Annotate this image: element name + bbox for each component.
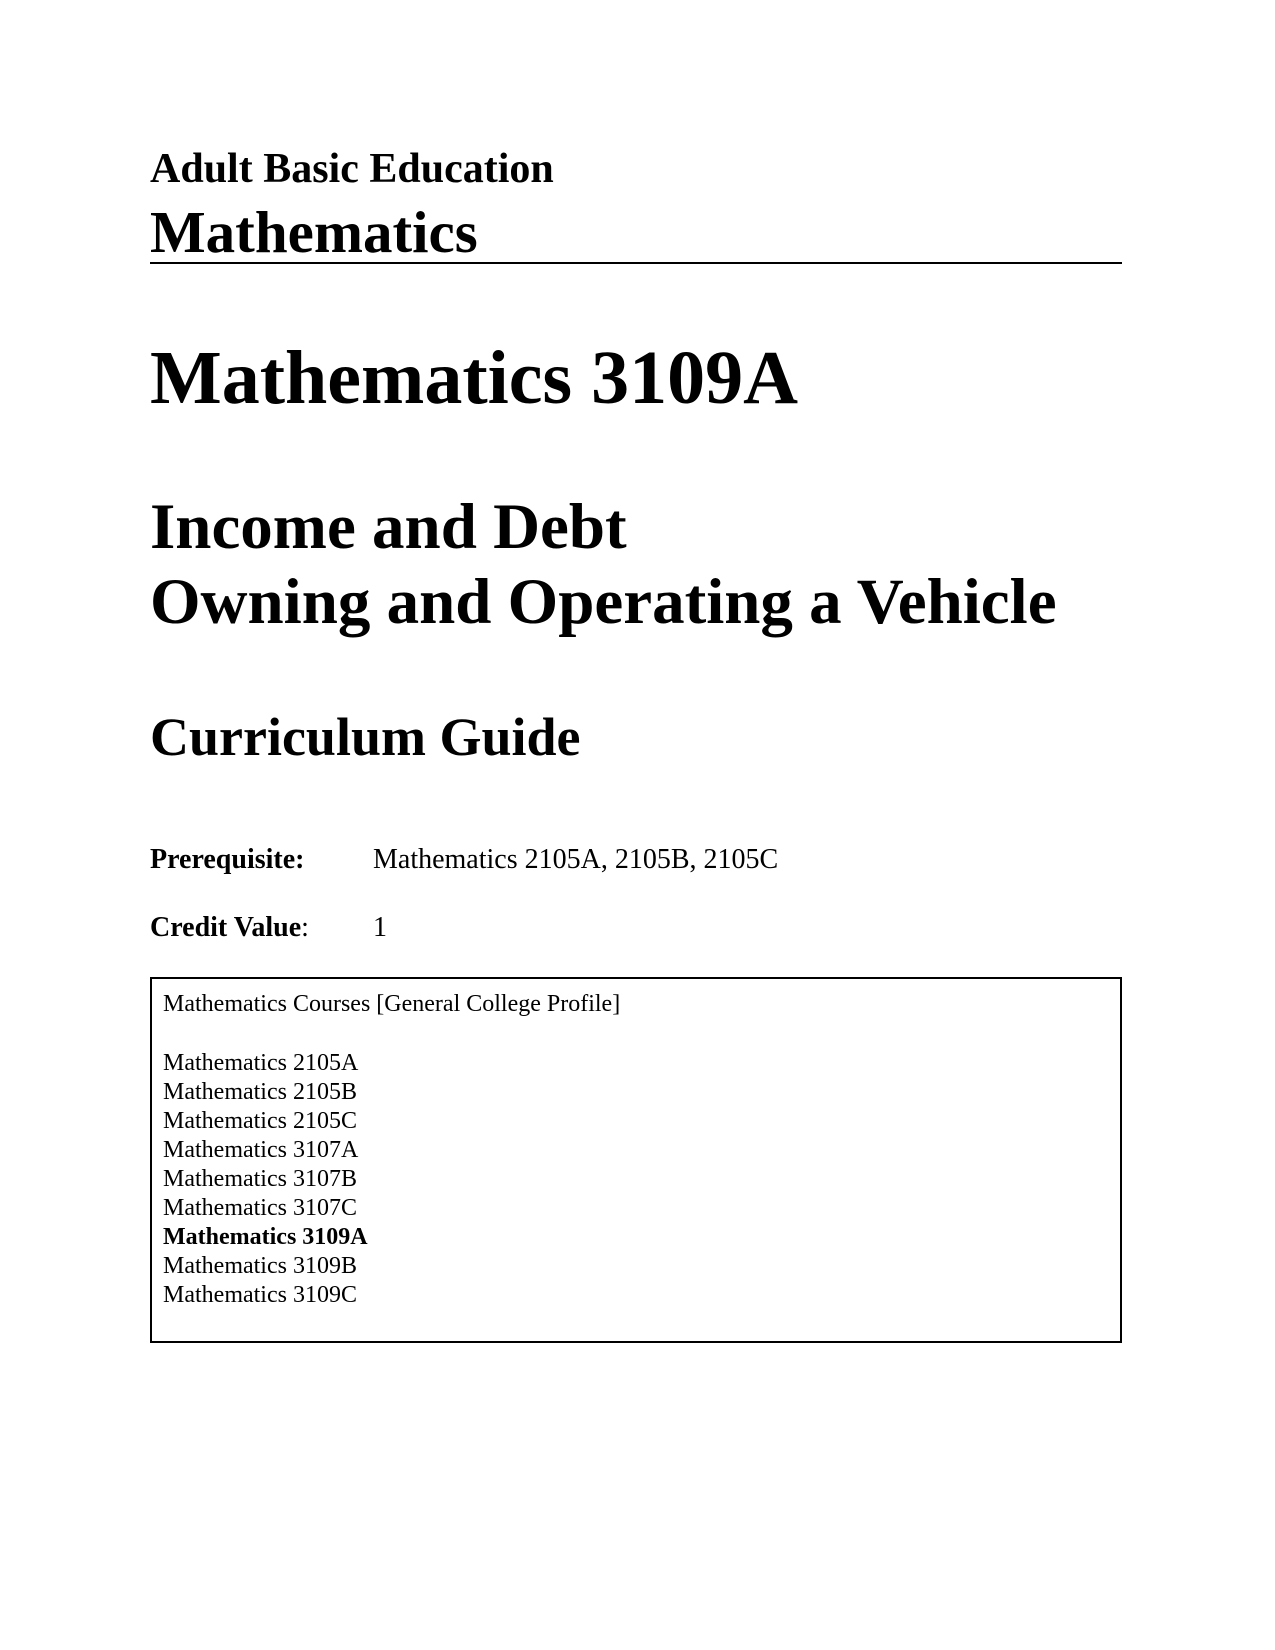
unit-title-income-debt: Income and Debt	[150, 491, 627, 563]
courses-box	[150, 977, 1122, 1343]
prerequisite-value: Mathematics 2105A, 2105B, 2105C	[373, 844, 779, 875]
document-type: Curriculum Guide	[150, 707, 581, 767]
course-item: Mathematics 3107A	[163, 1137, 359, 1163]
credit-value-label-text: Credit Value	[150, 912, 302, 943]
courses-box-heading: Mathematics Courses [General College Profile]	[163, 991, 621, 1017]
courses-list	[163, 1049, 368, 1310]
credit-value: 1	[373, 912, 387, 943]
credit-value-label	[150, 914, 309, 942]
prerequisite-label	[150, 846, 304, 874]
program-heading: Adult Basic Education	[150, 146, 554, 192]
prerequisite-label-text: Prerequisite:	[150, 844, 305, 875]
course-title: Mathematics 3109A	[150, 336, 798, 420]
course-item: Mathematics 3109B	[163, 1253, 357, 1279]
course-item: Mathematics 3109C	[163, 1282, 357, 1308]
course-item: Mathematics 3107B	[163, 1166, 357, 1192]
header-divider	[150, 262, 1122, 264]
course-item: Mathematics 2105C	[163, 1108, 357, 1134]
course-item: Mathematics 3107C	[163, 1195, 357, 1221]
unit-title-vehicle: Owning and Operating a Vehicle	[150, 566, 1057, 638]
credit-value-colon: :	[301, 912, 309, 943]
subject-heading: Mathematics	[150, 199, 478, 265]
course-item-current: Mathematics 3109A	[163, 1224, 368, 1250]
course-item: Mathematics 2105B	[163, 1079, 357, 1105]
course-item: Mathematics 2105A	[163, 1050, 359, 1076]
